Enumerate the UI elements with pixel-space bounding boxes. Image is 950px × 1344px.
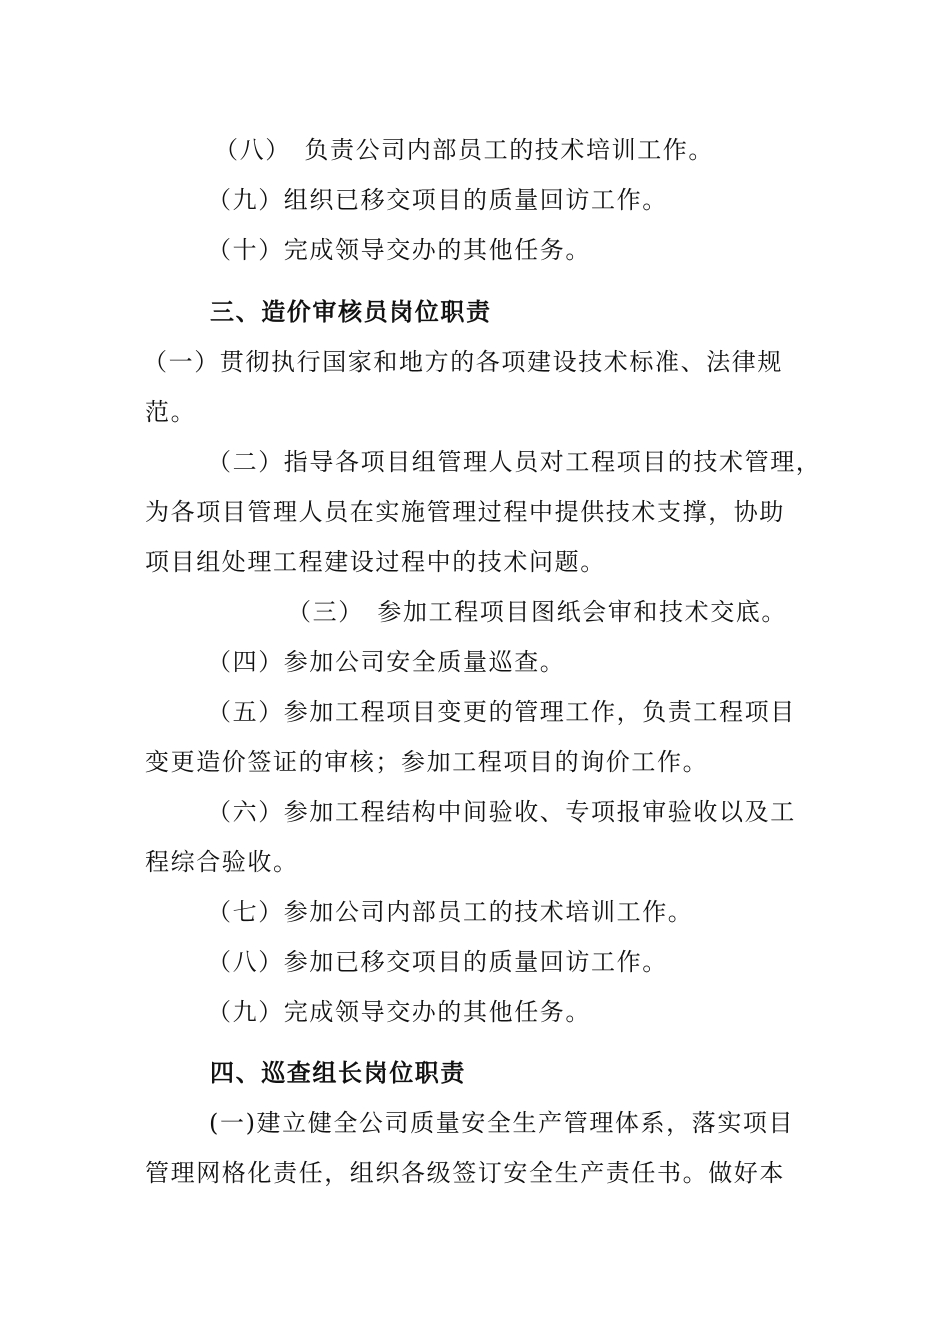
section-three-item-two: （二）指导各项目组管理人员对工程项目的技术管理， xyxy=(207,448,822,476)
item-nine: （九）组织已移交项目的质量回访工作。 xyxy=(207,186,668,214)
section-three-item-five: （五）参加工程项目变更的管理工作，负责工程项目 xyxy=(207,698,796,726)
section-three-item-nine: （九）完成领导交办的其他任务。 xyxy=(207,998,591,1026)
item-ten: （十）完成领导交办的其他任务。 xyxy=(207,236,591,264)
section-three-item-eight: （八）参加已移交项目的质量回访工作。 xyxy=(207,948,668,976)
section-three-heading: 三、造价审核员岗位职责 xyxy=(210,298,492,326)
section-three-item-two-cont-1: 为各项目管理人员在实施管理过程中提供技术支撑，协助 xyxy=(145,498,785,526)
section-three-item-six-cont: 程综合验收。 xyxy=(145,848,299,876)
section-four-heading: 四、巡查组长岗位职责 xyxy=(210,1059,466,1087)
item-eight: （八） 负责公司内部员工的技术培训工作。 xyxy=(214,136,714,164)
section-three-item-four: （四）参加公司安全质量巡查。 xyxy=(207,648,566,676)
section-three-item-three: （三） 参加工程项目图纸会审和技术交底。 xyxy=(287,598,787,626)
section-three-item-one: （一）贯彻执行国家和地方的各项建设技术标准、法律规 xyxy=(143,348,783,376)
section-four-item-one-cont: 管理网格化责任，组织各级签订安全生产责任书。做好本 xyxy=(145,1159,785,1187)
section-four-item-one: (一)建立健全公司质量安全生产管理体系，落实项目 xyxy=(209,1109,795,1137)
section-three-item-six: （六）参加工程结构中间验收、专项报审验收以及工 xyxy=(207,798,796,826)
section-three-item-two-cont-2: 项目组处理工程建设过程中的技术问题。 xyxy=(145,548,606,576)
section-three-item-five-cont: 变更造价签证的审核；参加工程项目的询价工作。 xyxy=(145,748,709,776)
section-three-item-seven: （七）参加公司内部员工的技术培训工作。 xyxy=(207,898,694,926)
section-three-item-one-cont: 范。 xyxy=(145,398,197,426)
